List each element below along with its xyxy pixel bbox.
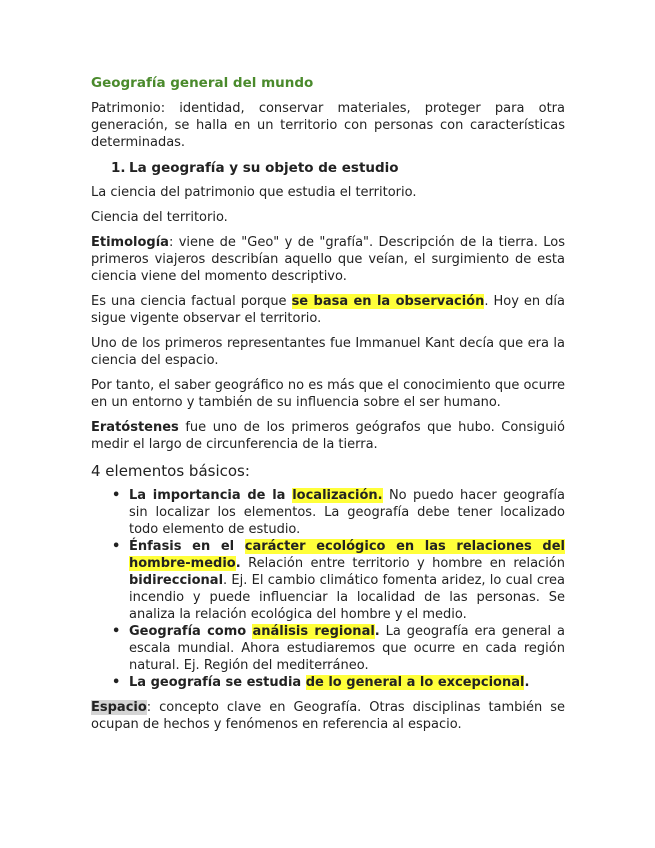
bullet-text: No puedo hacer geografía sin localizar los elementos. La geografía debe tener localizado todo elemento de estudio. xyxy=(129,488,565,537)
term-bidireccional: bidireccional xyxy=(129,573,224,588)
list-item-general-excepcional xyxy=(129,674,565,691)
paragraph-ciencia-patrimonio: La ciencia del patrimonio que estudia el territorio. xyxy=(91,185,417,200)
highlight-caracter-ecologico: carácter ecológico en las relaciones del hombre-medio xyxy=(129,539,565,571)
etimologia-text: : viene de "Geo" y de "grafía". Descripción de la tierra. Los primeros viajeros describían aquello que veían, el surgimiento de esta ciencia viene del momento descriptivo. xyxy=(91,235,565,284)
paragraph-eratostenes xyxy=(91,419,565,453)
section-heading-1 xyxy=(111,159,565,177)
bullet-bold: Geografía como xyxy=(129,624,253,639)
list-item-ecologico xyxy=(129,538,565,623)
bullet-bold-after: . xyxy=(524,675,530,690)
highlight-observacion: se basa en la observación xyxy=(291,294,485,309)
bullet-bold: Énfasis en el xyxy=(129,539,245,554)
highlight-localizacion: localización. xyxy=(292,488,383,503)
paragraph-kant: Uno de los primeros representantes fue Immanuel Kant decía que era la ciencia del espacio. xyxy=(91,336,565,368)
section-label: La geografía y su objeto de estudio xyxy=(129,160,399,176)
section-number: 1. xyxy=(111,160,126,176)
factual-after: . Hoy en día sigue vigente observar el territorio. xyxy=(91,294,565,326)
bullet-text: Relación entre territorio y hombre en relación xyxy=(240,556,565,571)
highlight-analisis-regional: análisis regional xyxy=(252,624,375,639)
term-etimologia: Etimología xyxy=(91,235,169,250)
bullet-bold: La geografía se estudia xyxy=(129,675,306,690)
term-espacio: Espacio xyxy=(91,700,147,715)
document-title: Geografía general del mundo xyxy=(91,75,314,91)
elementos-list xyxy=(91,487,565,691)
paragraph-saber: Por tanto, el saber geográfico no es más que el conocimiento que ocurre en un entorno y también de su influencia sobre el ser humano. xyxy=(91,378,565,410)
paragraph-factual xyxy=(91,293,565,327)
bullet-text-2: . Ej. El cambio climático fomenta aridez, lo cual crea incendio y puede influenciar la localidad de las personas. Se analiza la relación ecológica del hombre y el medio. xyxy=(129,573,565,622)
paragraph-patrimonio: Patrimonio: identidad, conservar materiales, proteger para otra generación, se halla en un territorio con personas con características determinadas. xyxy=(91,101,565,150)
factual-before: Es una ciencia factual porque xyxy=(91,294,292,309)
bullet-text: La geografía era general a escala mundial. Ahora estudiaremos que ocurre en cada región natural. Ej. Región del mediterráneo. xyxy=(129,624,565,673)
elementos-heading: 4 elementos básicos: xyxy=(91,462,250,480)
bullet-bold-after: . xyxy=(235,556,241,571)
bullet-bold-after: . xyxy=(374,624,380,639)
highlight-general-excepcional: de lo general a lo excepcional xyxy=(305,675,525,690)
bullet-bold: La importancia de la xyxy=(129,488,293,503)
paragraph-espacio xyxy=(91,699,565,733)
list-item-regional xyxy=(129,623,565,674)
term-eratostenes: Eratóstenes xyxy=(91,420,179,435)
eratostenes-text: fue uno de los primeros geógrafos que hubo. Consiguió medir el largo de circunferencia de la tierra. xyxy=(91,420,565,452)
paragraph-etimologia xyxy=(91,234,565,285)
list-item-localizacion xyxy=(129,487,565,538)
espacio-text: : concepto clave en Geografía. Otras disciplinas también se ocupan de hechos y fenómenos en referencia al espacio. xyxy=(91,700,565,732)
paragraph-ciencia-territorio: Ciencia del territorio. xyxy=(91,210,228,225)
